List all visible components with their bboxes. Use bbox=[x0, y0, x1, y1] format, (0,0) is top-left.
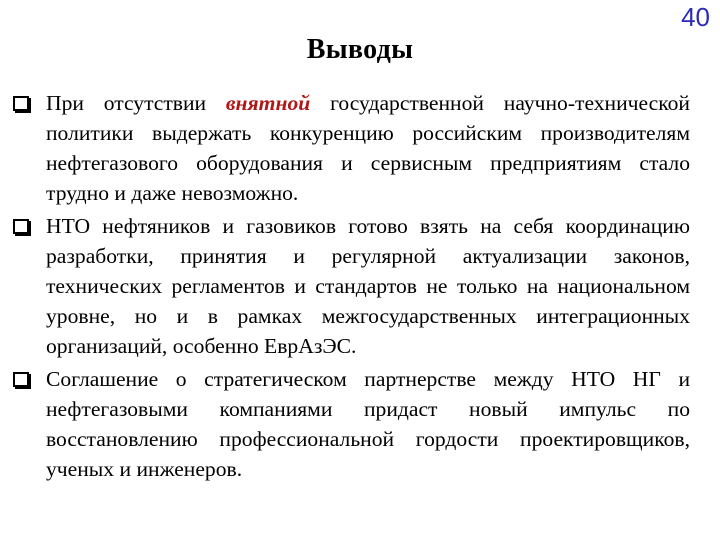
slide-title: Выводы bbox=[306, 34, 414, 65]
bullet-item-partnership-agreement bbox=[13, 364, 690, 484]
checkbox-bullet-icon bbox=[13, 96, 29, 111]
bullet-item-nto-coordination bbox=[13, 211, 690, 361]
slide-number: 40 bbox=[681, 2, 710, 32]
bullet-text: НТО нефтяников и газовиков готово взять на себя координацию разработки, принятия и регулярной актуализации законов, технических регламентов и стандартов не только на национальном уровне, но и в рамках межгосударственных интеграционных организаций, особенно ЕврАзЭС. bbox=[46, 214, 690, 358]
bullet-text-end: государственной научно-технической политики выдержать конкуренцию российским производителям нефтегазового оборудования и сервисным предприятиям стало трудно и даже невозможно. bbox=[46, 91, 690, 205]
bullet-item-no-policy bbox=[13, 88, 690, 208]
bullet-text: Соглашение о стратегическом партнерстве между НТО НГ и нефтегазовыми компаниями придаст новый импульс по восстановлению профессиональной гордости проектировщиков, ученых и инженеров. bbox=[46, 367, 690, 481]
bullet-list bbox=[13, 88, 690, 487]
checkbox-bullet-icon bbox=[13, 219, 29, 234]
bullet-text-start: При отсутствии bbox=[46, 91, 226, 115]
bullet-text-emphasis: внятной bbox=[225, 91, 311, 115]
checkbox-bullet-icon bbox=[13, 372, 29, 387]
